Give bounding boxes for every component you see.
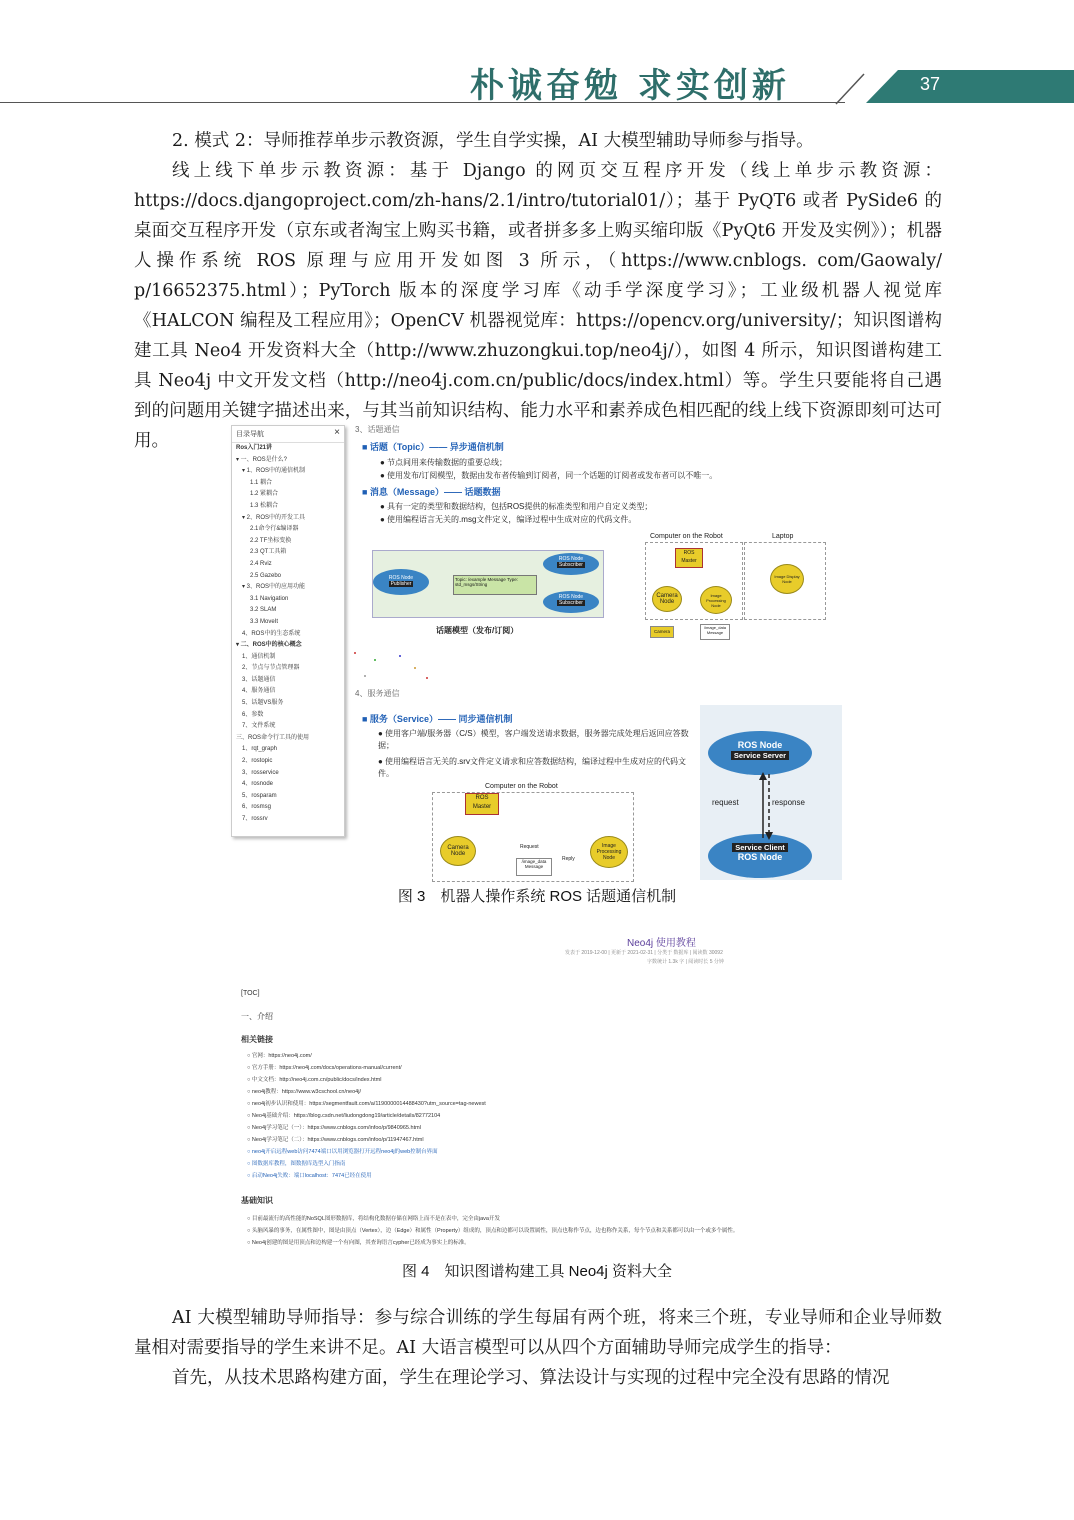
toc-item[interactable]: 2.1命令行&编译器 [250,526,299,533]
page-number: 37 [919,74,941,94]
toc-item[interactable]: ▾ 一、ROS是什么? [236,456,288,463]
request-text: request [712,798,739,807]
image-processing-node: Image Processing Node [700,586,732,614]
toc-item[interactable]: 4、ROS中的生态系统 [242,630,301,637]
related-link-item[interactable]: ○ Neo4j学习笔记（一）：https://www.cnblogs.com/infoo/p/9840965.html [247,1125,421,1131]
ros-node-subscriber-1 [543,553,599,575]
toc-item[interactable]: ▾ 2、ROS中的开发工具 [242,514,306,521]
toc-marker: [TOC] [241,990,260,997]
service-server-node [708,731,812,775]
toc-item[interactable]: 1.1 耦合 [250,479,273,486]
ros-node-publisher [373,569,429,595]
camera-node-2: Camera Node [440,836,476,866]
image-data-box-2: /image_data Message [516,858,552,876]
related-link-item[interactable]: ○ 中文文档：http://neo4j.com.cn/public/docs/index.html [247,1077,382,1083]
topic-section-title: 3、话题通信 [355,425,400,434]
image-processing-node-2: Image Processing Node [590,836,628,868]
closing-text [134,1303,942,1393]
camera-box: Camera [650,626,674,638]
toc-item[interactable]: 2.2 TF坐标变换 [250,537,292,544]
service-bullet-2: ● 使用编程语言无关的.srv文件定义请求和应答数据结构，编译过程中生成对应的代码文件。 [378,757,686,778]
toc-item[interactable]: 7、文件系统 [242,723,276,730]
paragraph-resources: 线上线下单步示教资源：基于 Django 的网页交互程序开发（线上单步示教资源：https://docs.djangoproject.com/zh-hans/2.1/intro/tutorial01/）；基于 PyQT6 或者 PySide6 的桌面交互程序开发（京东或者淘宝上购买书籍，或者拼多多上购买缩印版《PyQt6 开发及实例》）；机器人操作系统 ROS 原理与应用开发如图 3 所示，（https://www.cnblogs. com/Gaowaly/ p/16652375.html）；PyTorch 版本的深度学习库《动手学深度学习》；工业级机器人视觉库《HALCON 编程及工程应用》；OpenCV 机器视觉库：https://opencv.org/university/；知识图谱构建工具 Neo4 开发资料大全（http://www.zhuzongkui.top/neo4j/），如图 4 所示，知识图谱构建工具 Neo4j 中文开发文档（http://neo4j.com.cn/public/docs/index.html）等。学生只要能将自己遇到的问题用关键字描述出来，与其当前知识结构、能力水平和素养成色相匹配的线上线下资源即刻可达可用。 [134,161,942,451]
toc-item[interactable]: 1、rqt_graph [242,746,278,753]
toc-item[interactable]: 1.2 紧耦合 [250,491,279,498]
toc-item[interactable]: 3.3 MoveIt [250,618,279,625]
service-client-node [708,834,812,878]
basics-item: ○ 目前最流行的高性能的NoSQL图形数据库，将结构化数据存储在网络上而不是在表中，完全由java开发 [247,1216,500,1222]
toc-item[interactable]: 6、参数 [242,711,264,718]
service-section-title: 4、服务通信 [355,689,400,698]
image-display-node: Image Display Node [770,564,804,594]
node-label: ROS Node [558,594,584,600]
service-server-label: Service Server [731,751,789,760]
toc-item[interactable]: 4、服务通信 [242,688,276,695]
toc-item[interactable]: ▾ 二、ROS中的核心概念 [236,642,302,649]
subscriber-label: Subscriber [559,562,583,568]
neo4j-meta-2: 字数统计 1.3k 字 | 阅读时长 5 分钟 [647,959,724,965]
toc-item[interactable]: 3.1 Navigation [250,595,289,602]
toc-header [232,426,344,443]
toc-item[interactable]: ▾ 1、ROS中的通信机制 [242,468,306,475]
related-link-item[interactable]: ○ 启动Neo4j失败：端口localhost：7474已经在使用 [247,1173,372,1179]
basics-item: ○ 头脑风暴的事务，在属性图中，图是由顶点（Vertex），边（Edge）和属性（Property）组成的，顶点和边都可以设置属性，顶点也称作节点，边也称作关系，每个节点和关系都可以由一个或多个属性。 [247,1228,739,1234]
toc-item[interactable]: 2、rostopic [242,758,273,765]
neo4j-meta: 发表于 2019-12-00 | 更新于 2021-02-31 | 分类于 数据库 | 阅读数 30092 [565,950,723,956]
header-tab [866,70,1074,103]
topic-heading: ■ 话题（Topic）—— 异步通信机制 [362,442,504,452]
related-link-item[interactable]: ○ 官网：https://neo4j.com/ [247,1053,312,1059]
message-bullet-1: ● 具有一定的类型和数据结构，包括ROS提供的标准类型和用户自定义类型； [380,502,653,511]
subscriber-label: Subscriber [559,600,583,606]
paragraph-first: 首先，从技术思路构建方面，学生在理论学习、算法设计与实现的过程中完全没有思路的情况 [172,1368,890,1388]
reply-label: Reply [562,856,575,862]
node-label: ROS Node [737,740,783,750]
message-heading: ■ 消息（Message）—— 话题数据 [362,487,501,497]
toc-item[interactable]: 2、节点与节点管理器 [242,665,300,672]
basics-heading: 基础知识 [241,1196,273,1205]
scatter-dots [345,648,435,684]
request-label: Request [520,844,539,850]
toc-list [232,443,344,826]
figure-4-caption: 图 4 知识图谱构建工具 Neo4j 资料大全 [401,1263,673,1280]
toc-item[interactable]: 2.4 Rviz [250,560,272,567]
toc-item[interactable]: 4、rosnode [242,781,274,788]
toc-item[interactable]: 5、rosparam [242,792,277,799]
intro-text [134,126,942,456]
robot-label: Computer on the Robot [650,533,723,540]
image-data-box: /image_data Message [700,624,730,640]
node-label: ROS Node [558,556,584,562]
related-link-item[interactable]: ○ 官方手册：https://neo4j.com/docs/operations-manual/current/ [247,1065,402,1071]
ros-master-box-2: ROS Master [465,793,499,815]
service-heading: ■ 服务（Service）—— 同步通信机制 [362,714,513,724]
topic-model-label: 话题模型（发布/订阅） [436,626,519,635]
node-label: ROS Node [388,575,414,581]
toc-item[interactable]: ▾ 3、ROS中的应用功能 [242,584,306,591]
neo4j-page-title: Neo4j 使用教程 [627,938,696,949]
header-slash-decoration [830,70,870,110]
toc-item[interactable]: 1、通信机制 [242,653,276,660]
ros-node-subscriber-2 [543,591,599,613]
related-link-item[interactable]: ○ Neo4j基础介绍：https://blog.csdn.net/liudongdong19/article/details/82772104 [247,1113,441,1119]
related-link-item[interactable]: ○ neo4j初步认识和使用：https://segmentfault.com/a/1190000014488430?utm_source=tag-newest [247,1101,486,1107]
toc-panel [231,425,345,837]
robot-label-2: Computer on the Robot [485,783,558,790]
topic-bullet-1: ● 节点间用来传输数据的重要总线； [380,458,508,467]
ros-master-box: ROS Master [675,548,703,568]
figure-4 [229,928,845,1256]
pubsub-diagram [372,550,604,618]
publisher-label: Publisher [390,581,412,587]
toc-item[interactable]: 2.5 Gazebo [250,572,282,579]
toc-item[interactable]: 6、rosmsg [242,804,272,811]
related-links-heading: 相关链接 [241,1035,273,1044]
message-bullet-2: ● 使用编程语言无关的.msg文件定义，编译过程中生成对应的代码文件。 [380,515,637,524]
toc-item[interactable]: 3.2 SLAM [250,607,277,614]
header-motto: 朴诚奋勉 求实创新 [470,66,790,106]
related-link-item[interactable]: ○ neo4j教程：https://www.w3cschool.cn/neo4j/ [247,1089,361,1095]
section-intro-heading: 一、介绍 [241,1012,273,1021]
service-bullet-1: ● 使用客户端/服务器（C/S）模型，客户端发送请求数据，服务器完成处理后返回应答数据； [378,729,689,750]
camera-node: Camera Node [652,586,682,612]
paragraph-mode2: 2. 模式 2：导师推荐单步示教资源，学生自学实操，AI 大模型辅助导师参与指导。 [172,131,814,151]
toc-title: 目录导航 [236,431,264,438]
noise-dots [345,648,435,684]
response-text: response [772,798,805,807]
toc-item[interactable]: 7、rossrv [242,816,268,822]
node-label: ROS Node [737,852,783,862]
toc-item[interactable]: 三、ROS命令行工具的使用 [236,734,310,741]
service-client-label: Service Client [732,843,788,852]
toc-item[interactable]: Ros入门21讲 [236,445,273,451]
toc-item[interactable]: 3、rosservice [242,769,279,776]
topic-box: Topic: /example Message Type: std_msgs/String [453,575,537,595]
close-icon[interactable]: × [334,427,340,438]
paragraph-ai-assist: AI 大模型辅助导师指导：参与综合训练的学生每届有两个班，将来三个班，专业导师和企业导师数量相对需要指导的学生来讲不足。AI 大语言模型可以从四个方面辅助导师完成学生的指导： [134,1308,942,1358]
figure-3-caption: 图 3 机器人操作系统 ROS 话题通信机制 [397,888,677,905]
related-link-item[interactable]: ○ Neo4j学习笔记（二）：https://www.cnblogs.com/infoo/p/11947467.html [247,1137,424,1143]
related-link-item[interactable]: ○ neo4j开启远程web访问7474端口以用浏览器打开远程neo4j的web控制台界面 [247,1149,438,1155]
toc-item[interactable]: 5、话题VS服务 [242,700,284,707]
toc-item[interactable]: 3、话题通信 [242,676,276,683]
related-link-item[interactable]: ○ 图数据库教程，图数据库选型入门指南 [247,1161,346,1167]
topic-bullet-2: ● 使用发布/订阅模型，数据由发布者传输到订阅者，同一个话题的订阅者或发布者可以不唯一。 [380,471,718,480]
basics-item: ○ Neo4j创建的图是用顶点和边构建一个有向图，其查询语言cypher已经成为事实上的标准。 [247,1240,470,1246]
toc-item[interactable]: 1.3 松耦合 [250,502,279,509]
laptop-label: Laptop [772,533,794,540]
toc-item[interactable]: 2.3 QT工具箱 [250,549,287,556]
